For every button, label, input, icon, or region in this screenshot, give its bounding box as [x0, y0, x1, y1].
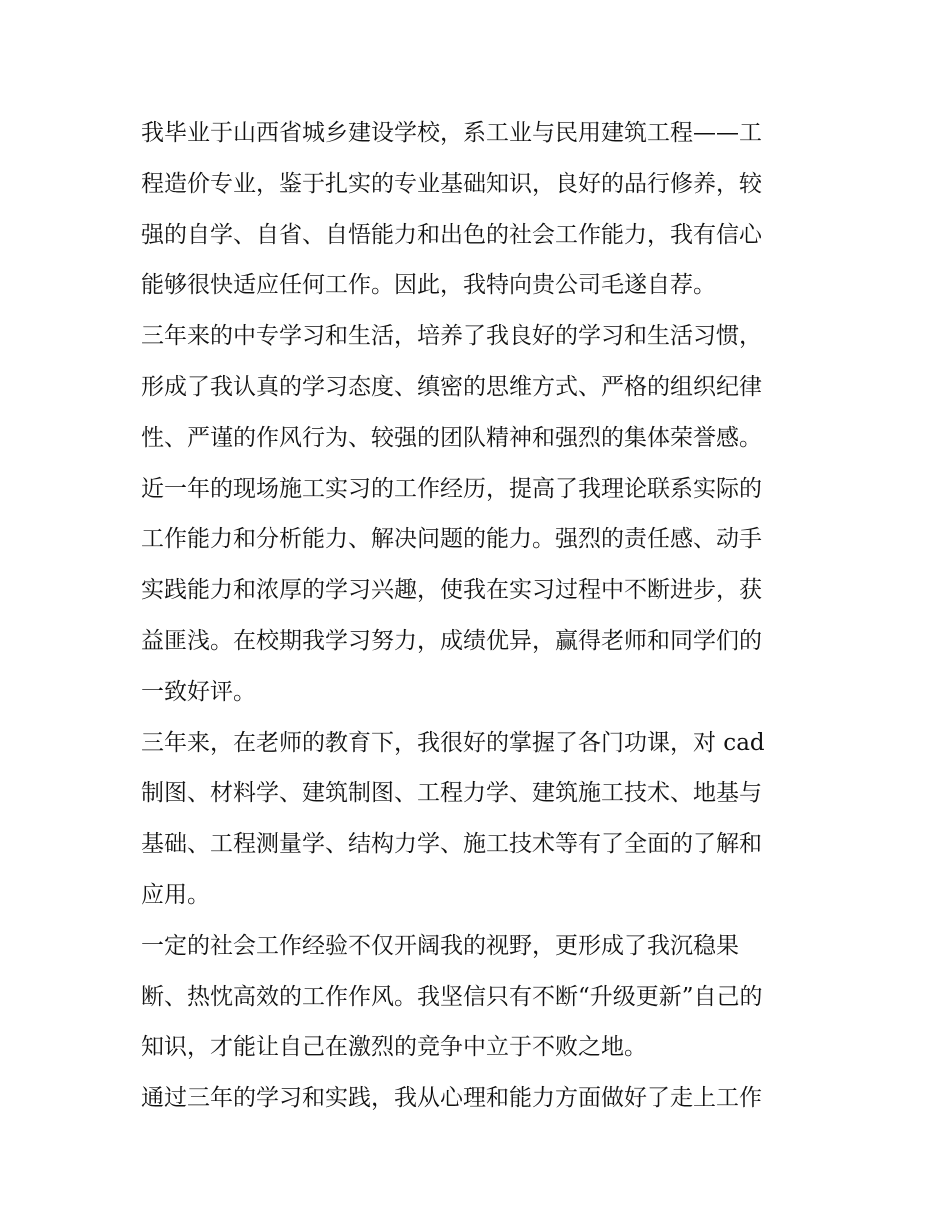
text-line-14: 制图、材料学、建筑制图、工程力学、建筑施工技术、地基与	[141, 780, 762, 807]
text-line-12: 一致好评。	[141, 678, 256, 705]
text-line-10: 实践能力和浓厚的学习兴趣，使我在实习过程中不断进步，获	[141, 577, 762, 604]
text-line-5: 三年来的中专学习和生活，培养了我良好的学习和生活习惯，	[141, 323, 762, 350]
text-line-2: 程造价专业，鉴于扎实的专业基础知识，良好的品行修养，较	[141, 170, 762, 197]
text-line-1: 我毕业于山西省城乡建设学校，系工业与民用建筑工程——工	[141, 120, 762, 146]
text-line-20: 通过三年的学习和实践，我从心理和能力方面做好了走上工作	[141, 1085, 762, 1112]
text-line-9: 工作能力和分析能力、解决问题的能力。强烈的责任感、动手	[141, 526, 762, 553]
text-line-17: 一定的社会工作经验不仅开阔我的视野，更形成了我沉稳果	[141, 932, 739, 959]
text-line-18: 断、热忱高效的工作作风。我坚信只有不断“升级更新”自己的	[141, 983, 763, 1010]
text-line-15: 基础、工程测量学、结构力学、施工技术等有了全面的了解和	[141, 831, 762, 858]
text-line-4: 能够很快适应任何工作。因此，我特向贵公司毛遂自荐。	[141, 272, 716, 299]
text-line-11: 益匪浅。在校期我学习努力，成绩优异，赢得老师和同学们的	[141, 627, 762, 654]
document-body	[141, 108, 821, 1124]
text-line-13: 三年来，在老师的教育下，我很好的掌握了各门功课，对 cad	[141, 729, 765, 756]
text-line-8: 近一年的现场施工实习的工作经历，提高了我理论联系实际的	[141, 475, 762, 502]
text-line-16: 应用。	[141, 881, 210, 908]
text-line-3: 强的自学、自省、自悟能力和出色的社会工作能力，我有信心	[141, 221, 762, 248]
text-line-6: 形成了我认真的学习态度、缜密的思维方式、严格的组织纪律	[141, 373, 762, 400]
text-line-19: 知识，才能让自己在激烈的竞争中立于不败之地。	[141, 1034, 647, 1061]
text-line-7: 性、严谨的作风行为、较强的团队精神和强烈的集体荣誉感。	[141, 424, 762, 451]
